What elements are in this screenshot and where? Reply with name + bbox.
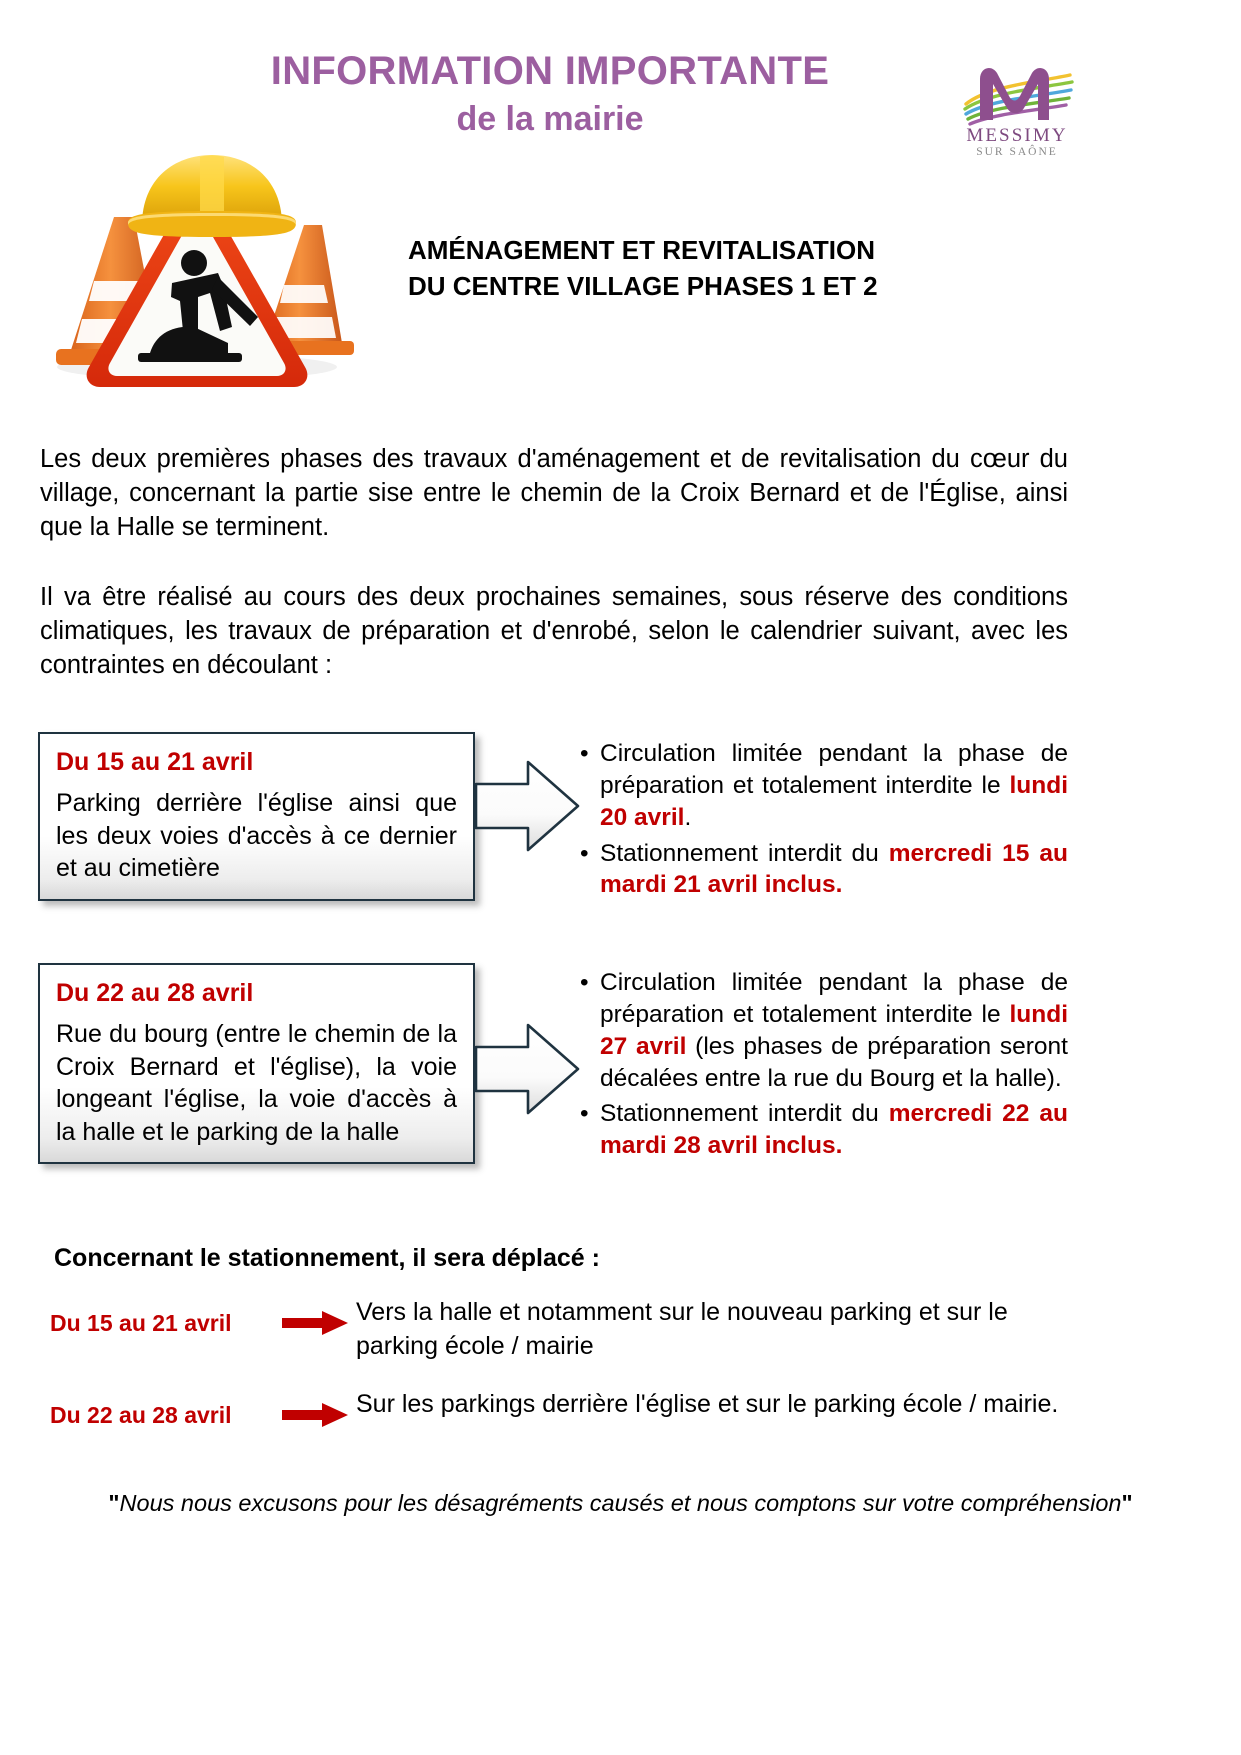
phase-1-arrow-icon: [472, 750, 584, 862]
phase-2-bullet-1: • Circulation limitée pendant la phase de préparation et totalement interdite le lundi 27 avril (les phases de préparation seront décalées entre la rue du Bourg et la halle).: [578, 967, 1068, 1094]
phase-2-description: Rue du bourg (entre le chemin de la Croix Bernard et l'église), la voie longeant l'église, la voie d'accès à la halle et le parking de la halle: [56, 1020, 457, 1146]
subject-line1: AMÉNAGEMENT ET REVITALISATION: [408, 235, 876, 265]
phase-2-arrow-icon: [472, 1013, 584, 1125]
logo-subtitle: SUR SAÔNE: [976, 146, 1058, 158]
phase-1-box: [38, 732, 475, 901]
intro-paragraph-1: Les deux premières phases des travaux d'aménagement et de revitalisation du cœur du village, concernant la partie sise entre le chemin de la Croix Bernard et de l'Église, ainsi que la Halle se terminent.: [40, 445, 1068, 541]
relocation-row-2-arrow-icon: [282, 1402, 348, 1428]
relocation-title: Concernant le stationnement, il sera déplacé :: [54, 1244, 600, 1272]
footer-quote-text: Nous nous excusons pour les désagréments causés et nous comptons sur votre compréhension: [119, 1490, 1122, 1516]
phase-2-bullet-2: • Stationnement interdit du mercredi 22 au mardi 28 avril inclus.: [578, 1098, 1068, 1162]
phase-2-bullets: [578, 967, 1068, 1166]
relocation-row-1-date: Du 15 au 21 avril: [50, 1310, 232, 1336]
phase-2-box: [38, 963, 475, 1164]
relocation-row-2-date: Du 22 au 28 avril: [50, 1402, 232, 1428]
page-title-line2: de la mairie: [456, 100, 644, 139]
relocation-row-1-arrow-icon: [282, 1310, 348, 1336]
yellow-hard-hat: [128, 155, 296, 237]
relocation-row-1-text: Vers la halle et notamment sur le nouveau parking et sur le parking école / mairie: [356, 1298, 1008, 1360]
phase-2-date: Du 22 au 28 avril: [56, 979, 254, 1007]
relocation-row-2-text: Sur les parkings derrière l'église et sur le parking école / mairie.: [356, 1390, 1059, 1418]
phase-1-date: Du 15 au 21 avril: [56, 748, 254, 776]
subject-heading: [408, 233, 1048, 305]
phase-1-bullet-2: • Stationnement interdit du mercredi 15 au mardi 21 avril inclus.: [578, 838, 1068, 902]
subject-line2: DU CENTRE VILLAGE PHASES 1 ET 2: [408, 270, 878, 301]
logo-wordmark: MESSIMY: [966, 125, 1068, 146]
messimy-logo: [950, 42, 1085, 160]
page-title-line1: INFORMATION IMPORTANTE: [270, 49, 830, 93]
footer-open-quote: ": [108, 1490, 120, 1516]
phase-1-bullet-1: • Circulation limitée pendant la phase de préparation et totalement interdite le lundi 20 avril.: [578, 738, 1068, 834]
footer-close-quote: ": [1121, 1490, 1133, 1516]
phase-1-bullets: [578, 738, 1068, 905]
intro-paragraph-2: Il va être réalisé au cours des deux prochaines semaines, sous réserve des conditions climatiques, les travaux de préparation et d'enrobé, selon le calendrier suivant, avec les contraintes en découlant :: [40, 583, 1068, 679]
footer-quote: [28, 1490, 1213, 1517]
phase-1-description: Parking derrière l'église ainsi que les deux voies d'accès à ce dernier et au cimetière: [56, 789, 457, 882]
roadworks-illustration: [22, 105, 372, 390]
